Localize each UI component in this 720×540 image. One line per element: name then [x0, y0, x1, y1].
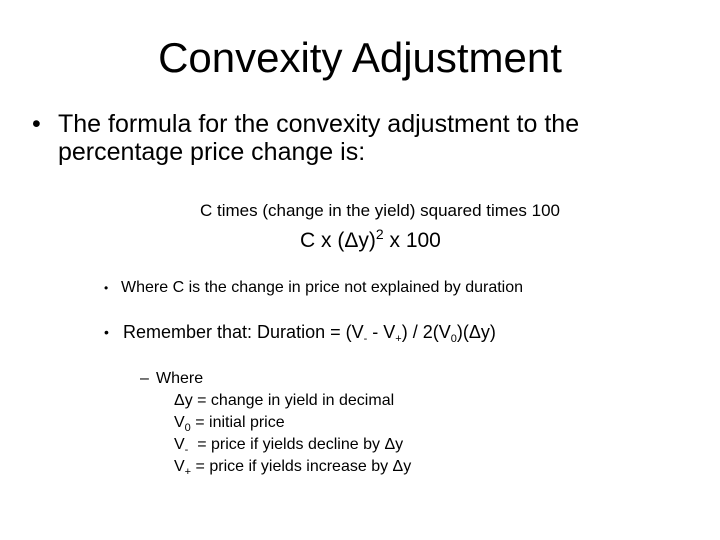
v0-base: V [174, 414, 185, 431]
reminder-minus-sub: - [363, 333, 368, 345]
reminder-plus-sub: + [395, 333, 402, 345]
reminder-mid2: ) / 2(V [401, 322, 451, 342]
dash-marker: – [140, 370, 149, 387]
sub-bullet-marker: • [104, 281, 109, 295]
dy-definition: Δy = change in yield in decimal [174, 392, 395, 409]
sub-bullet-marker: • [104, 324, 109, 340]
c-definition-text: Where C is the change in price not explained by duration [121, 279, 524, 296]
main-bullet-text: The formula for the convexity adjustment to the percentage price change is: [58, 110, 580, 166]
slide-title: Convexity Adjustment [158, 34, 562, 81]
reminder-prefix: Remember that: Duration = (V [123, 322, 364, 342]
vminus-text: = price if yields decline by Δy [188, 436, 404, 453]
formula-left: C x (Δy) [300, 229, 376, 252]
vplus-base: V [174, 458, 185, 475]
formula-description: C times (change in the yield) squared times 100 [199, 201, 560, 220]
vplus-sub: + [184, 466, 192, 478]
v0-text: = initial price [190, 414, 285, 431]
formula-exponent: 2 [375, 226, 384, 242]
vplus-text: = price if yields increase by Δy [191, 458, 412, 475]
vminus-base: V [174, 436, 185, 453]
vminus-sub: - [184, 444, 189, 456]
v0-sub: 0 [184, 422, 191, 434]
variable-definitions [174, 390, 411, 478]
where-label: Where [156, 370, 204, 387]
vplus-definition [174, 456, 411, 478]
vminus-definition [174, 434, 411, 456]
formula-right: x 100 [383, 229, 441, 252]
convexity-formula [300, 227, 441, 256]
duration-reminder-text [123, 320, 496, 347]
reminder-mid: - V [367, 322, 396, 342]
bullet-marker: • [32, 110, 41, 138]
reminder-suffix: )(Δy) [456, 322, 496, 342]
v0-definition [174, 412, 411, 434]
reminder-zero-sub: 0 [450, 333, 457, 345]
